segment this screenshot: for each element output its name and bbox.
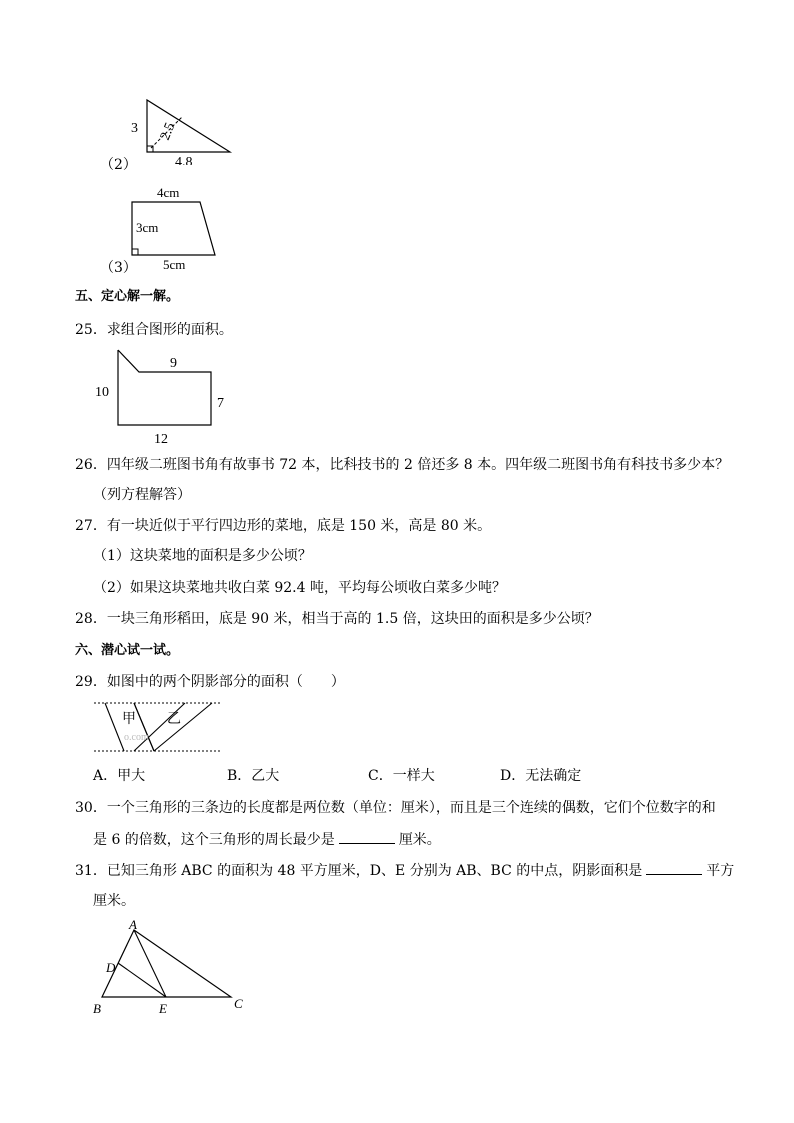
question-30-line2	[93, 829, 441, 850]
q29-option-c: C．一样大	[368, 768, 435, 784]
figure-3-trapezoid	[125, 185, 235, 270]
q31-label-B: B	[93, 1001, 101, 1016]
q25-left-label: 10	[95, 385, 109, 400]
fig2-height-label: 2.5	[157, 120, 179, 143]
q31-label-D: D	[106, 960, 116, 975]
fig3-left-label: 3cm	[136, 220, 159, 235]
question-31-line1	[75, 860, 734, 881]
fig2-side-label: 3	[131, 121, 138, 136]
fig2-base-label: 4.8	[175, 155, 193, 165]
section-5-heading: 五、定心解一解。	[75, 289, 180, 304]
question-27-part1: （1）这块菜地的面积是多少公顷？	[93, 548, 312, 564]
question-31-text-b: 平方	[706, 863, 735, 879]
q31-answer-blank[interactable]	[646, 860, 702, 875]
q29-jia-label: 甲	[122, 712, 136, 727]
q29-option-d: D．无法确定	[500, 768, 582, 784]
figure-3-label: （3）	[100, 260, 137, 276]
q31-triangle-figure	[88, 918, 253, 1020]
q25-bottom-label: 12	[154, 432, 168, 447]
figure-2-label: （2）	[100, 157, 137, 173]
question-30-text-b: 厘米。	[398, 832, 441, 848]
section-6-heading: 六、潜心试一试。	[75, 643, 180, 658]
fig3-bottom-label: 5cm	[163, 257, 186, 270]
q29-watermark: o.com	[124, 732, 149, 743]
question-27: 27．有一块近似于平行四边形的菜地，底是 150 米，高是 80 米。	[75, 518, 492, 534]
q29-parallel-figure	[90, 695, 225, 757]
question-31-text-a: 31．已知三角形 ABC 的面积为 48 平方厘米，D、E 分别为 AB、BC 的中点，阴影面积是	[75, 863, 643, 879]
figure-2-triangle	[120, 95, 245, 165]
q29-option-a: A．甲大	[93, 768, 146, 784]
q25-right-label: 7	[217, 396, 224, 411]
q29-yi-label: 乙	[167, 712, 181, 727]
fig3-top-label: 4cm	[157, 185, 180, 200]
question-30-text-a: 是 6 的倍数，这个三角形的周长最少是	[93, 832, 335, 848]
q31-label-A: A	[129, 918, 137, 932]
q29-option-b: B．乙大	[227, 768, 280, 784]
question-31-line2: 厘米。	[93, 893, 135, 909]
question-28: 28．一块三角形稻田，底是 90 米，相当于高的 1.5 倍，这块田的面积是多少公顷？	[75, 611, 599, 627]
question-26-line2: （列方程解答）	[93, 487, 191, 503]
q25-top-label: 9	[170, 356, 177, 371]
question-27-part2: （2）如果这块菜地共收白菜 92.4 吨，平均每公顷收白菜多少吨？	[93, 580, 506, 596]
q31-label-E: E	[159, 1001, 167, 1016]
question-29: 29．如图中的两个阴影部分的面积（ ）	[75, 674, 345, 690]
q31-label-C: C	[234, 996, 243, 1011]
question-26-line1: 26．四年级二班图书角有故事书 72 本，比科技书的 2 倍还多 8 本。四年级二班图书角有科技书多少本？	[75, 457, 730, 473]
q30-answer-blank[interactable]	[339, 829, 395, 844]
q25-composite-figure	[90, 345, 240, 447]
question-25: 25．求组合图形的面积。	[75, 322, 233, 338]
question-30-line1: 30．一个三角形的三条边的长度都是两位数（单位：厘米），而且是三个连续的偶数，它们个位数字的和	[75, 800, 716, 816]
